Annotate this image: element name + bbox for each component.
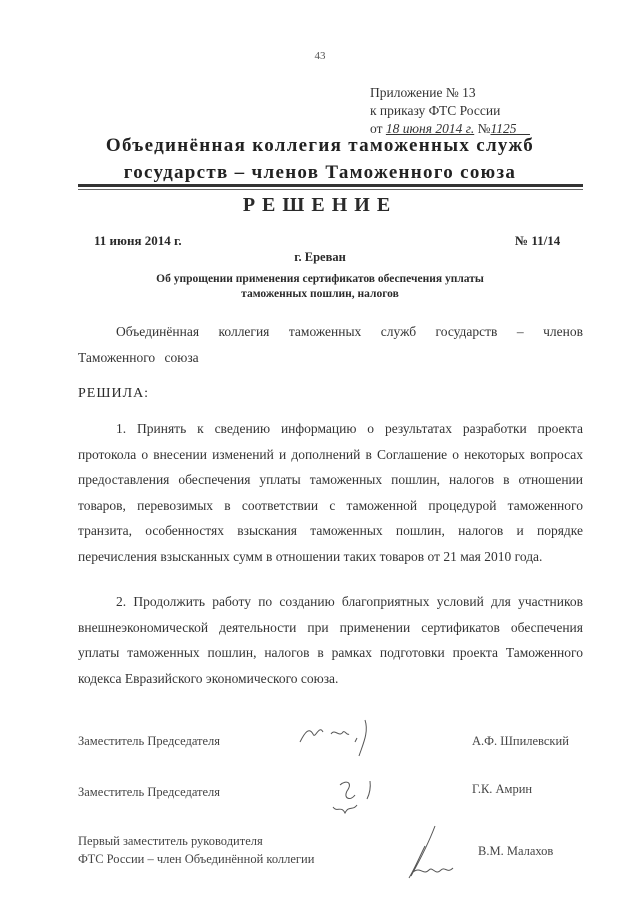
org-line2: государств – членов Таможенного союза: [123, 162, 517, 183]
appendix-number: 1125: [490, 121, 517, 136]
position-3-line2: ФТС России – член Объединённой коллегии: [78, 852, 315, 866]
signature-position-3: [78, 832, 314, 868]
decision-date: 11 июня 2014 г.: [94, 233, 182, 248]
item-1: 1. Принять к сведению информацию о результатах разработки проекта протокола о внесении изменений и дополнений в Соглашение о некоторых вопросах предоставления обеспечения уплаты таможенных пошлин, налогов в отношении товаров, перевозимых в соответствии с таможенной процедурой таможенного транзита, особенностях взыскания таможенных пошлин, налогов и порядке перечисления взысканных сумм в отношении таких товаров от 21 мая 2010 года.: [78, 421, 583, 564]
subject-line2: таможенных пошлин, налогов: [241, 288, 399, 300]
appendix-block: [370, 84, 530, 138]
subject-line1: Об упрощении применения сертификатов обеспечения уплаты: [156, 273, 484, 285]
position-3-line1: Первый заместитель руководителя: [78, 834, 263, 848]
appendix-date: 18 июня 2014 г.: [385, 121, 475, 136]
signatory-name-1: А.Ф. Шпилевский: [472, 734, 569, 748]
handwritten-signature-3: [395, 822, 465, 882]
org-line1: Объединённая коллегия таможенных служб: [105, 135, 535, 156]
header-rule: [78, 184, 583, 187]
document-title: РЕШЕНИЕ: [242, 194, 398, 216]
decision-city: г. Ереван: [294, 250, 346, 264]
signature-position-2: Заместитель Председателя: [78, 785, 221, 799]
page-number: 43: [314, 50, 326, 62]
appendix-num-label: №: [477, 121, 491, 136]
appendix-line2: к приказу ФТС России: [370, 103, 501, 118]
organization-name: [0, 132, 640, 186]
item-2: 2. Продолжить работу по созданию благоприятных условий для участников внешнеэкономической деятельности при применении сертификатов обеспечения уплаты таможенных пошлин, налогов в рамках подготовки проекта Таможенного кодекса Евразийского экономического союза.: [78, 594, 583, 686]
appendix-line1: Приложение № 13: [370, 85, 476, 100]
decision-number: № 11/14: [515, 233, 561, 248]
intro-paragraph: Объединённая коллегия таможенных служб государств – членов Таможенного союза: [78, 324, 583, 365]
decided-heading: РЕШИЛА:: [78, 386, 150, 401]
signature-position-1: Заместитель Председателя: [78, 734, 221, 748]
handwritten-signature-1: [295, 712, 375, 762]
header-rule-thin: [78, 189, 583, 190]
appendix-prefix: от: [370, 121, 383, 136]
signatory-name-2: Г.К. Амрин: [472, 782, 533, 796]
signatory-name-3: В.М. Малахов: [478, 844, 554, 858]
handwritten-signature-2: [325, 775, 385, 820]
decision-subject: [0, 272, 640, 302]
